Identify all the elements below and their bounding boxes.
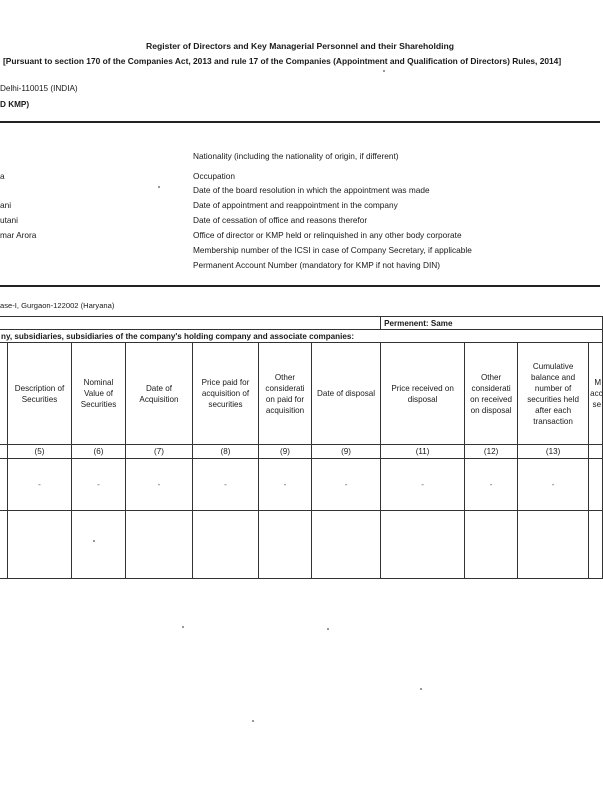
top-rule [0, 121, 600, 123]
table-cell [589, 511, 603, 579]
column-header: Price paid for acquisition of securities [193, 343, 259, 445]
scan-speck [327, 628, 329, 630]
column-number [0, 445, 8, 459]
column-number: (12) [465, 445, 518, 459]
column-header: Date of Acquisition [126, 343, 193, 445]
table-cell [465, 511, 518, 579]
label-board-resolution-date: Date of the board resolution in which the appointment was made [193, 185, 430, 195]
table-cell [518, 511, 589, 579]
column-number: (9) [312, 445, 381, 459]
table-cell [589, 459, 603, 511]
column-number: (13) [518, 445, 589, 459]
table-cell [72, 511, 126, 579]
scan-speck [252, 720, 254, 722]
table-cell: - [381, 459, 465, 511]
label-icsi-membership: Membership number of the ICSI in case of Company Secretary, if applicable [193, 245, 472, 255]
table-cell: - [518, 459, 589, 511]
person-category: D KMP) [0, 100, 30, 109]
table-cell [8, 511, 72, 579]
table-cell [126, 511, 193, 579]
blank-cell [0, 317, 381, 330]
table-cell [0, 511, 8, 579]
scan-speck [383, 70, 385, 72]
register-subtitle: [Pursuant to section 170 of the Companies Act, 2013 and rule 17 of the Companies (Appointment and Qualification of Directors) Rules, 2014] [3, 56, 562, 66]
register-title: Register of Directors and Key Managerial Personnel and their Shareholding [145, 41, 454, 51]
table-cell [381, 511, 465, 579]
column-header: Other considerati on received on disposal [465, 343, 518, 445]
securities-table [0, 316, 603, 579]
column-number [589, 445, 603, 459]
name-fragment: mar Arora [0, 230, 37, 240]
column-number: (9) [259, 445, 312, 459]
permanent-address: Permenent: Same [381, 317, 603, 330]
scan-speck [420, 688, 422, 690]
label-cessation-date: Date of cessation of office and reasons therefor [193, 215, 368, 225]
table-cell [0, 459, 8, 511]
table-cell: - [465, 459, 518, 511]
label-other-office: Office of director or KMP held or relinquished in any other body corporate [193, 230, 462, 240]
label-occupation: Occupation [193, 171, 235, 181]
table-cell [312, 511, 381, 579]
column-header: Description of Securities [8, 343, 72, 445]
table-cell: - [193, 459, 259, 511]
table-cell: - [8, 459, 72, 511]
table-cell [193, 511, 259, 579]
column-header: Price received on disposal [381, 343, 465, 445]
column-number: (7) [126, 445, 193, 459]
column-number: (8) [193, 445, 259, 459]
scan-speck [158, 186, 160, 188]
label-nationality: Nationality (including the nationality of origin, if different) [193, 151, 399, 161]
scan-speck [182, 626, 184, 628]
column-number: (5) [8, 445, 72, 459]
middle-rule [0, 285, 600, 287]
column-header [0, 343, 8, 445]
column-number: (6) [72, 445, 126, 459]
name-fragment: utani [0, 215, 18, 225]
column-header: Cumulative balance and number of securities held after each transaction [518, 343, 589, 445]
label-pan: Permanent Account Number (mandatory for KMP if not having DIN) [193, 260, 441, 270]
column-header: Other considerati on paid for acquisition [259, 343, 312, 445]
column-header: M acc se [589, 343, 603, 445]
table-cell: - [259, 459, 312, 511]
name-fragment: ani [0, 200, 12, 210]
name-fragment: a [0, 171, 5, 181]
residential-address: ase-I, Gurgaon-122002 (Haryana) [0, 301, 115, 310]
column-number: (11) [381, 445, 465, 459]
scan-speck [93, 540, 95, 542]
table-cell [259, 511, 312, 579]
column-header: Nominal Value of Securities [72, 343, 126, 445]
column-header: Date of disposal [312, 343, 381, 445]
section-heading: ny, subsidiaries, subsidiaries of the company's holding company and associate companies: [0, 330, 603, 343]
table-cell: - [126, 459, 193, 511]
label-appointment-date: Date of appointment and reappointment in the company [193, 200, 398, 210]
table-cell: - [72, 459, 126, 511]
company-address: Delhi-110015 (INDIA) [0, 84, 78, 93]
table-cell: - [312, 459, 381, 511]
